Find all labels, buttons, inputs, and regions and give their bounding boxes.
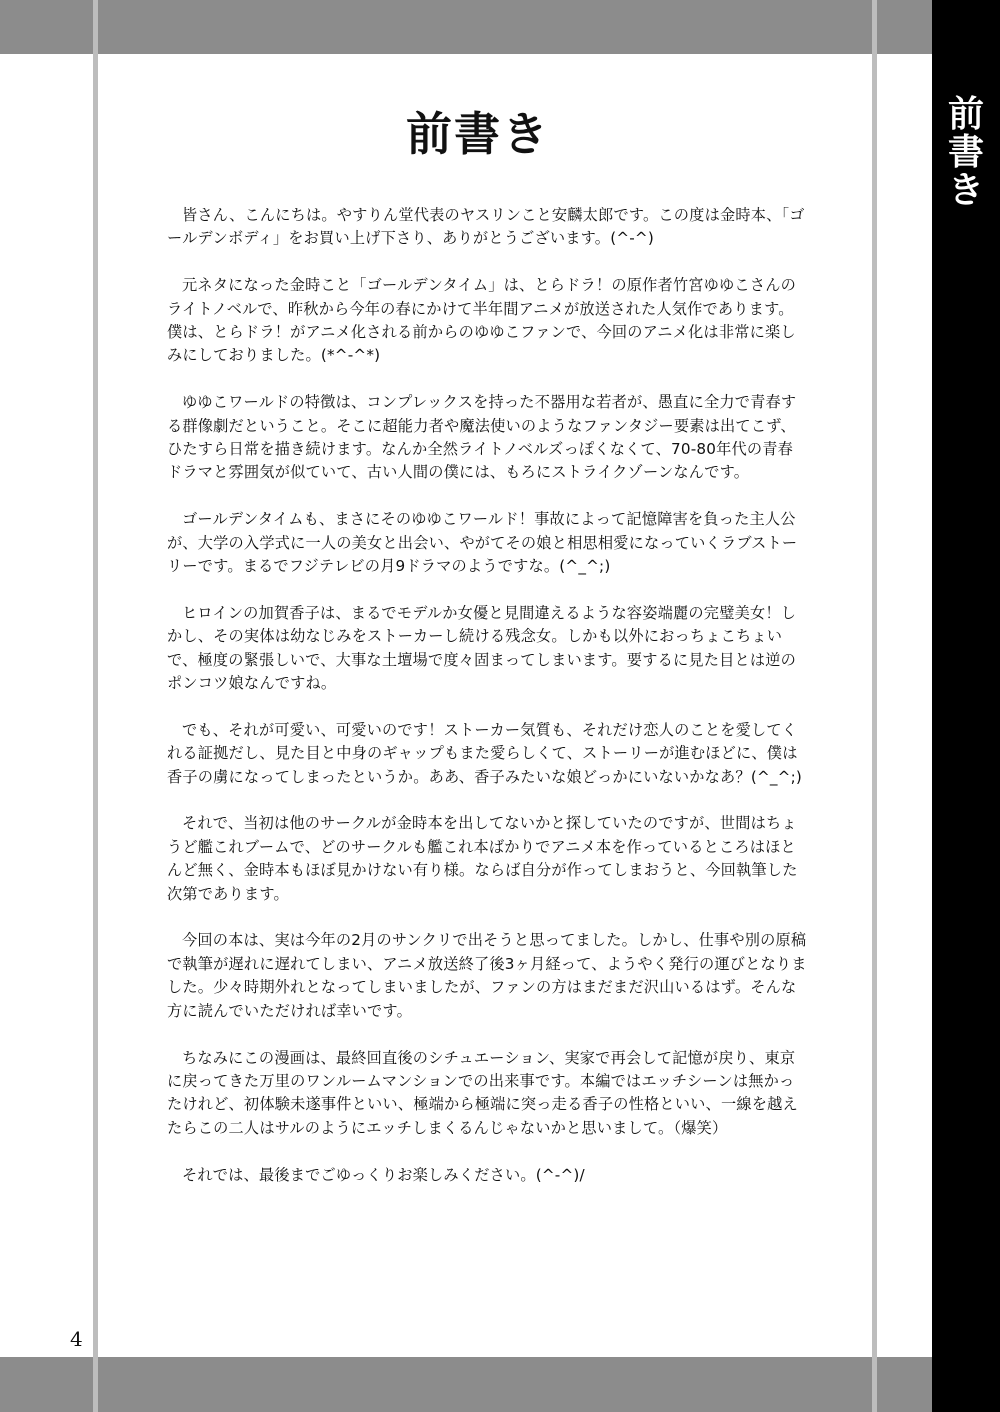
paragraph: ヒロインの加賀香子は、まるでモデルか女優と見間違えるような容姿端麗の完璧美女！しかし、その実体は幼なじみをストーカーし続ける残念女。しかも以外におっちょこちょいで、極度の緊張しいで、大事な土壇場で度々固まってしまいます。要するに見た目とは逆のポンコツ娘なんですね。 bbox=[167, 603, 797, 693]
paragraph: でも、それが可愛い、可愛いのです！ストーカー気質も、それだけ恋人のことを愛してくれる証拠だし、見た目と中身のギャップもまた愛らしくて、ストーリーが進むほどに、僕は香子の虜になってしまったというか。ああ、香子みたいな娘どっかにいないかなあ？(^_^;) bbox=[167, 720, 803, 786]
paragraph: 元ネタになった金時こと「ゴールデンタイム」は、とらドラ！の原作者竹宮ゆゆこさんのライトノベルで、昨秋から今年の春にかけて半年間アニメが放送された人気作であります。僕は、とらドラ！がアニメ化される前からのゆゆこファンで、今回のアニメ化は非常に楽しみにしておりました。(*^-^*) bbox=[167, 276, 796, 365]
side-title-char: 前 bbox=[947, 94, 984, 135]
side-title-char: き bbox=[947, 170, 984, 211]
paragraph: ゴールデンタイムも、まさにそのゆゆこワールド！事故によって記憶障害を負った主人公が、大学の入学式に一人の美女と出会い、やがてその娘と相思相愛になっていくラブストーリーです。まるでフジテレビの月9ドラマのようですな。(^_^;) bbox=[167, 510, 798, 576]
side-tab bbox=[932, 0, 1000, 1412]
paragraph: 皆さん、こんにちは。やすりん堂代表のヤスリンこと安麟太郎です。この度は金時本、「ゴールデンボディ」をお買い上げ下さり、ありがとうございます。(^-^) bbox=[167, 206, 805, 248]
paragraph: ゆゆこワールドの特徴は、コンプレックスを持った不器用な若者が、愚直に全力で青春する群像劇だということ。そこに超能力者や魔法使いのようなファンタジー要素は出てこず、ひたすら日常を描き続けます。なんか全然ライトノベルズっぽくなくて、70-80年代の青春ドラマと雰囲気が似ていて、古い人間の僕には、もろにストライクゾーンなんです。 bbox=[167, 393, 797, 482]
top-gray-band bbox=[0, 0, 932, 54]
page-title: 前書き bbox=[406, 107, 550, 161]
right-margin-line bbox=[872, 0, 877, 1412]
paragraph: ちなみにこの漫画は、最終回直後のシチュエーション、実家で再会して記憶が戻り、東京に戻ってきた万里のワンルームマンションでの出来事です。本編ではエッチシーンは無かったけれど、初体験未遂事件といい、極端から極端に突っ走る香子の性格といい、一線を越えたらこの二人はサルのようにエッチしまくるんじゃないかと思いまして。（爆笑） bbox=[167, 1048, 798, 1137]
left-margin-line bbox=[93, 0, 98, 1412]
page-number: 4 bbox=[70, 1327, 83, 1351]
side-title-char: 書 bbox=[947, 132, 984, 173]
paragraph: それで、当初は他のサークルが金時本を出してないかと探していたのですが、世間はちょうど艦これブームで、どのサークルも艦これ本ばかりでアニメ本を作っているところはほとんど無く、金時本もほぼ見かけない有り様。ならば自分が作ってしまおうと、今回執筆した次第であります。 bbox=[167, 814, 798, 903]
bottom-gray-band bbox=[0, 1357, 932, 1412]
preface-body bbox=[167, 204, 807, 1210]
paragraph: それでは、最後までごゆっくりお楽しみください。(^-^)/ bbox=[182, 1165, 585, 1184]
paragraph: 今回の本は、実は今年の2月のサンクリで出そうと思ってました。しかし、仕事や別の原稿で執筆が遅れに遅れてしまい、アニメ放送終了後3ヶ月経って、ようやく発行の運びとなりました。少々時期外れとなってしまいましたが、ファンの方はまだまだ沢山いるはず。そんな方に読んでいただければ幸いです。 bbox=[167, 931, 807, 1020]
